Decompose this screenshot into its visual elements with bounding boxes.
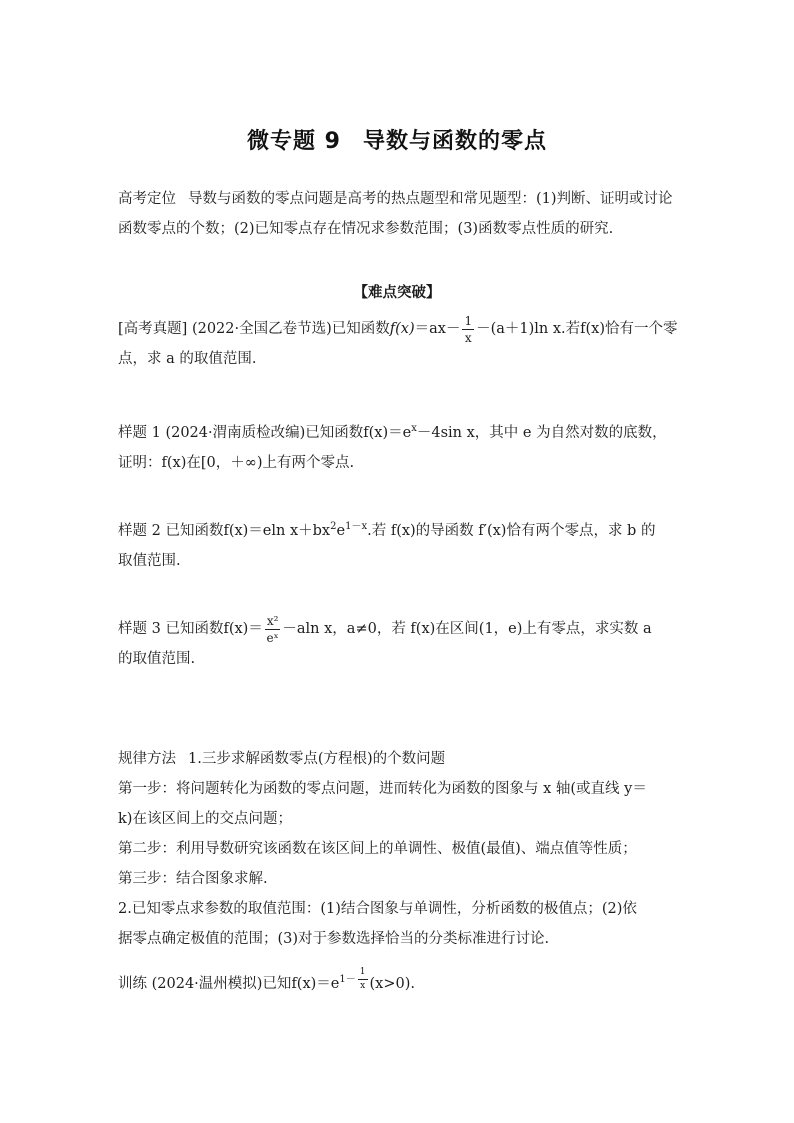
example-1-line2: 证明：f(x)在[0，＋∞)上有两个零点.	[118, 455, 355, 471]
fraction-numerator: x²	[266, 613, 279, 628]
example-3	[118, 614, 678, 674]
example-3-func: f(x)＝	[223, 621, 263, 637]
method-step2: 第二步：利用导数研究该函数在该区间上的单调性、极值(最值)、端点值等性质；	[118, 841, 637, 857]
fraction-denominator: x	[360, 981, 366, 991]
method-section	[118, 744, 678, 954]
example-2-func: f(x)＝eln x＋bx	[223, 523, 331, 539]
example-2-mid: e	[336, 523, 346, 539]
real-exam-lead: 已知函数	[331, 321, 390, 337]
example-1-rest: －4sin x，其中 e 为自然对数的底数，	[416, 425, 667, 441]
example-2-lead: 已知函数	[165, 523, 224, 539]
method-step1b: k)在该区间上的交点问题；	[118, 811, 292, 827]
title-prefix: 微专题 9	[247, 129, 341, 154]
example-1-lead: 已知函数	[305, 425, 364, 441]
training-label: 训练	[118, 975, 147, 992]
example-3-label: 样题 3	[118, 621, 161, 637]
example-2	[118, 516, 678, 576]
training-sup-a: 1－	[339, 974, 356, 985]
example-2-sup1: 2	[330, 521, 337, 533]
example-2-sup2: 1－x	[345, 521, 368, 533]
example-3-fraction	[265, 615, 281, 644]
training-lead: 已知	[262, 975, 292, 992]
training-source: (2024·温州模拟)	[151, 975, 263, 992]
example-3-rest: －aln x，a≠0，若 f(x)在区间(1，e)上有零点，求实数 a	[282, 621, 652, 637]
fraction-denominator: x	[464, 330, 472, 345]
example-3-lead: 已知函数	[165, 621, 224, 637]
training-sup	[339, 967, 369, 991]
intro-label: 高考定位	[118, 191, 176, 207]
method-step3: 第三步：结合图象求解.	[118, 871, 268, 887]
example-1-label: 样题 1	[118, 425, 161, 441]
example-2-line2: 取值范围.	[118, 553, 181, 569]
method-point2a: 2.已知零点求参数的取值范围：(1)结合图象与单调性，分析函数的极值点；(2)依	[118, 901, 637, 917]
training-problem	[118, 968, 678, 999]
real-exam-eq1: ＝ax－	[414, 321, 461, 337]
example-1-source: (2024·渭南质检改编)	[165, 425, 306, 441]
training-func: f(x)＝e	[291, 975, 340, 992]
intro-text: 导数与函数的零点问题是高考的热点题型和常见题型：(1)判断、证明或讨论函数零点的个数；(2)已知零点存在情况求参数范围；(3)函数零点性质的研究.	[118, 191, 673, 237]
title-main: 导数与函数的零点	[362, 129, 547, 154]
example-1-sup: x	[411, 423, 417, 435]
example-1	[118, 418, 678, 478]
real-exam-problem	[118, 314, 678, 374]
example-3-line2: 的取值范围.	[118, 651, 196, 667]
method-point2b: 据零点确定极值的范围；(3)对于参数选择恰当的分类标准进行讨论.	[118, 931, 550, 947]
example-2-label: 样题 2	[118, 523, 161, 539]
training-rest: (x>0).	[369, 975, 415, 992]
training-fraction	[358, 968, 368, 991]
fraction-numerator: 1	[358, 968, 368, 980]
method-label: 规律方法	[118, 751, 176, 767]
real-exam-tail: 若f(x)恰有一个零点，求 a 的取值范围.	[118, 321, 678, 367]
real-exam-func: f(x)	[389, 321, 415, 337]
example-1-func: f(x)＝e	[363, 425, 412, 441]
method-heading: 1.三步求解函数零点(方程根)的个数问题	[188, 751, 446, 767]
example-2-rest: .若 f(x)的导函数 f′(x)恰有两个零点，求 b 的	[367, 523, 656, 539]
method-step1a: 第一步：将问题转化为函数的零点问题，进而转化为函数的图象与 x 轴(或直线 y＝	[118, 781, 647, 797]
fraction-denominator: eˣ	[266, 630, 279, 645]
intro-paragraph	[118, 184, 678, 244]
page-title	[0, 124, 794, 155]
real-exam-label: [高考真题]	[118, 321, 188, 337]
fraction-numerator: 1	[464, 313, 473, 328]
section-heading: 【难点突破】	[353, 285, 441, 301]
real-exam-fraction	[462, 315, 474, 344]
real-exam-eq2: －(a＋1)ln x.	[476, 321, 566, 337]
real-exam-source: (2022·全国乙卷节选)	[191, 321, 332, 337]
